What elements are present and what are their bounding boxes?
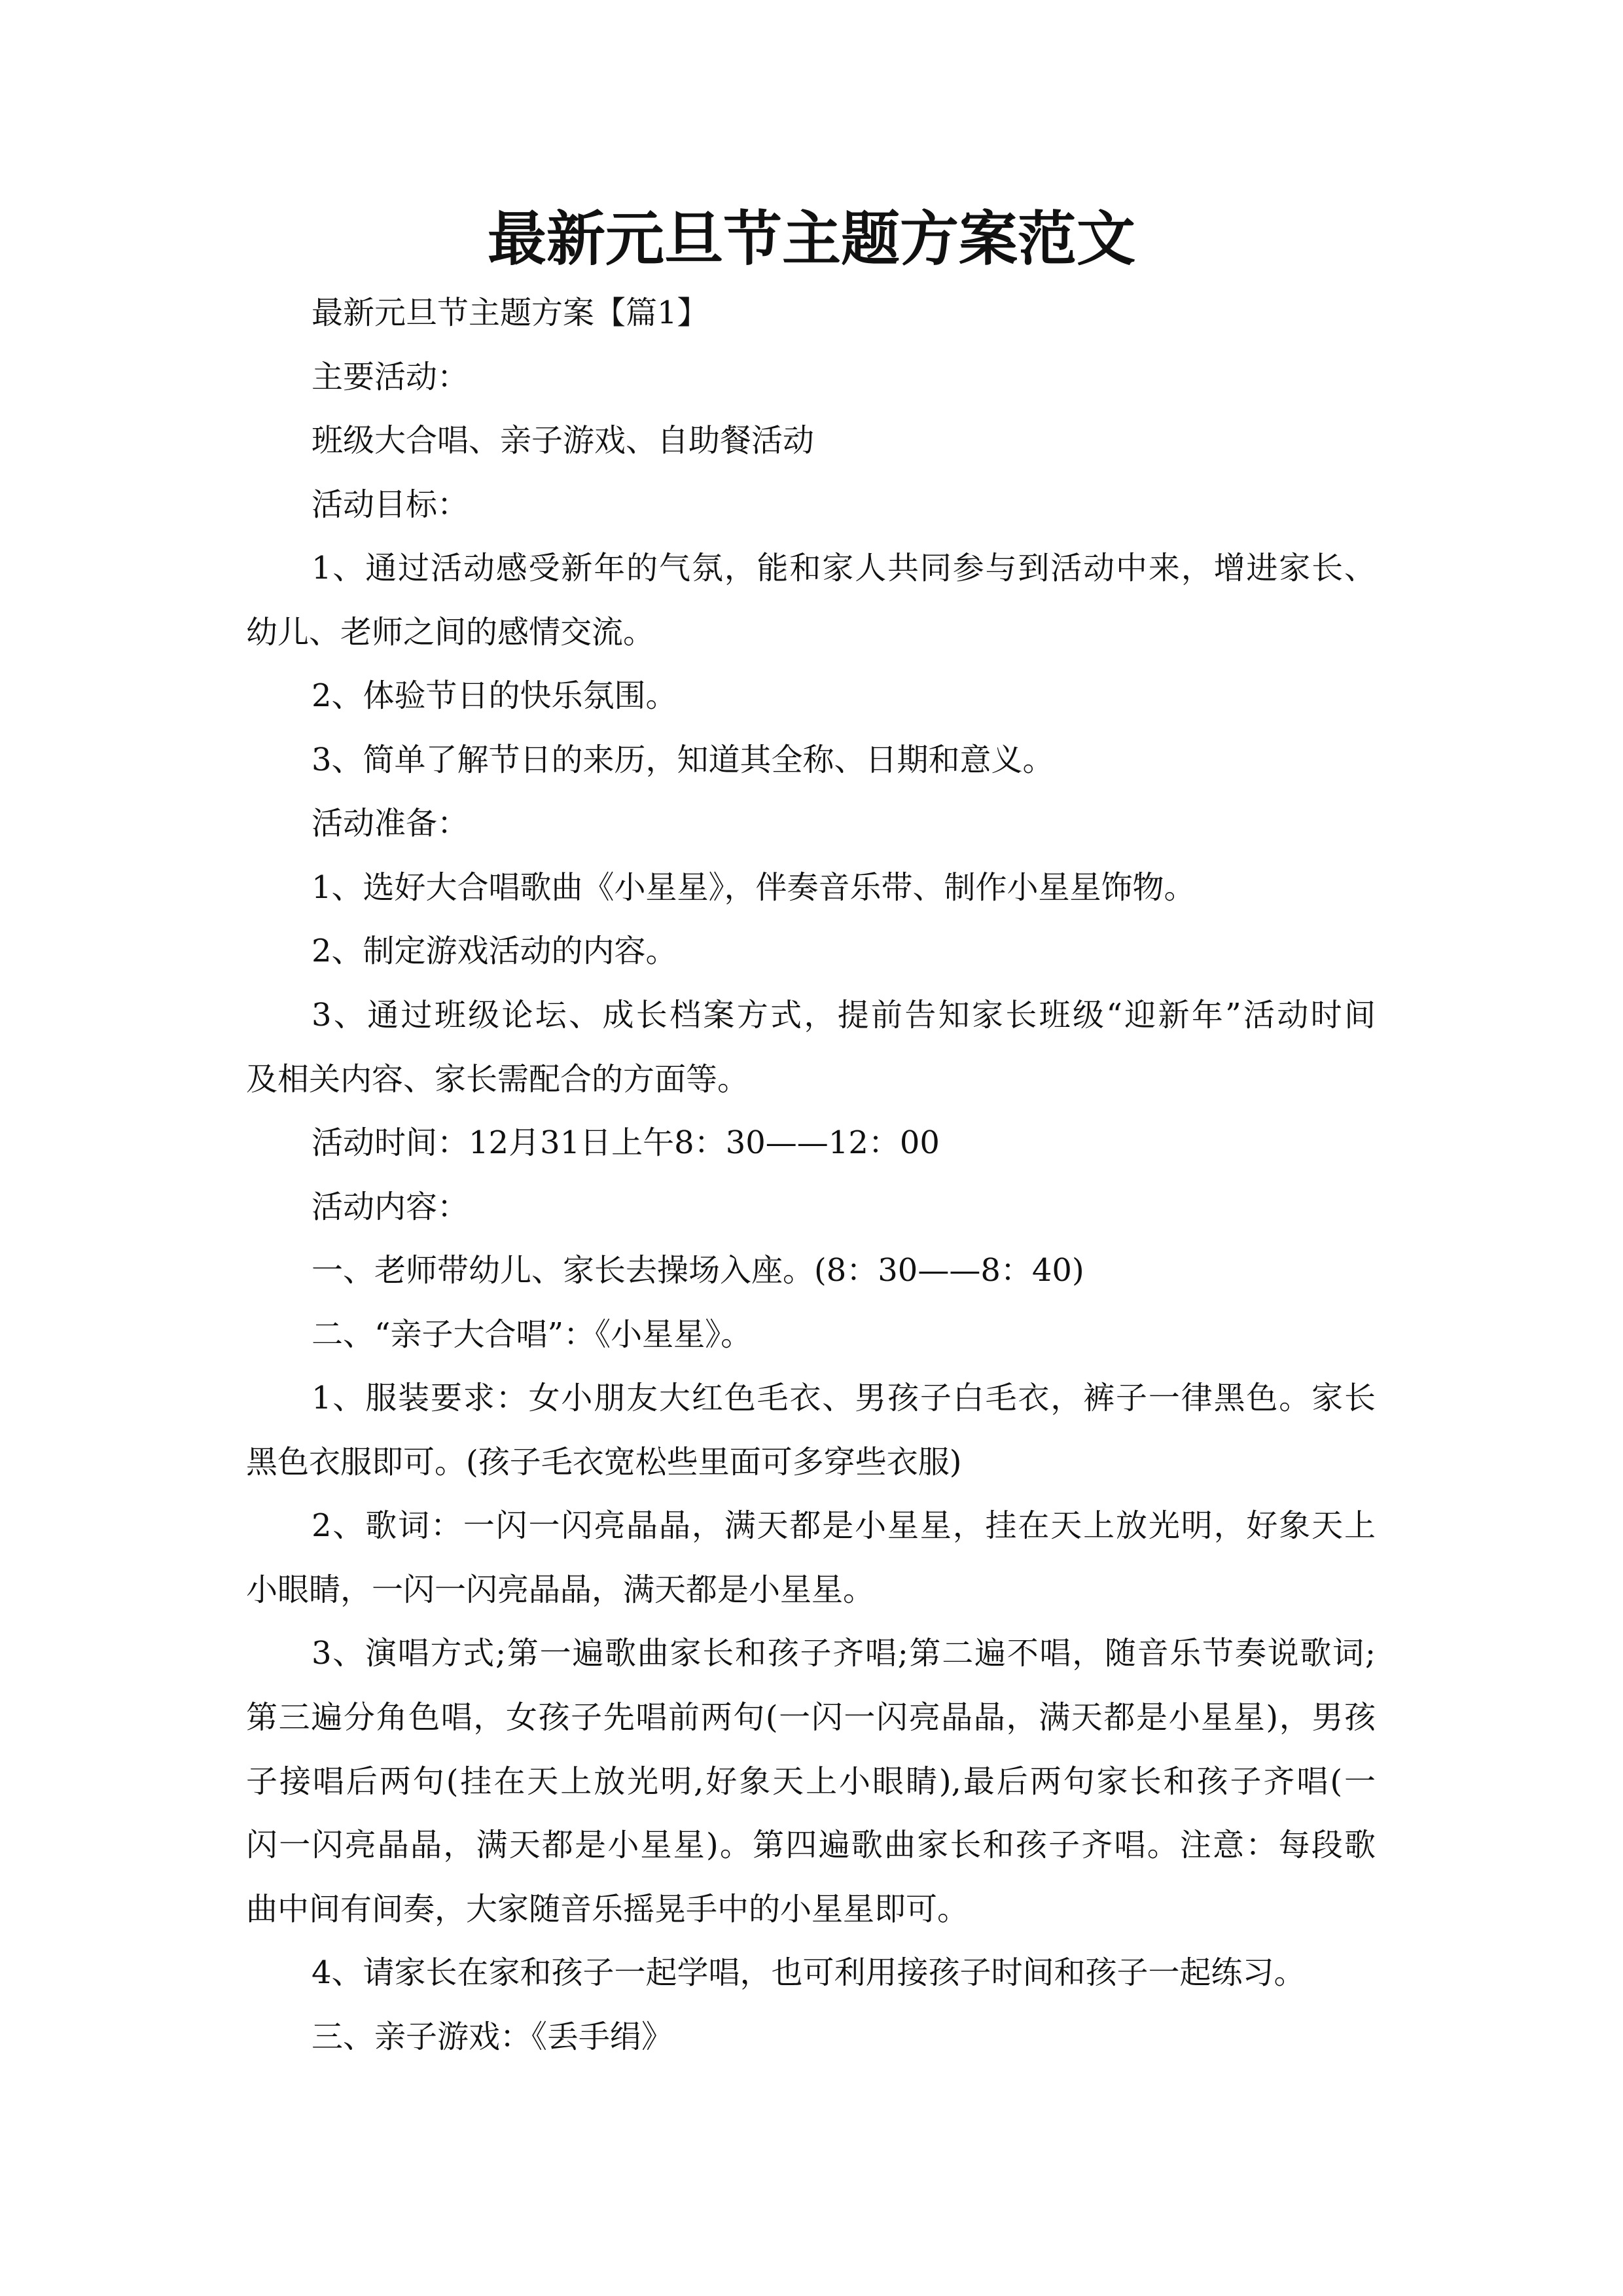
document-body [246,281,1376,2069]
text-line: 1、服装要求：女小朋友大红色毛衣、男孩子白毛衣，裤子一律黑色。家长 [312,1380,1376,1417]
text-line: 班级大合唱、亲子游戏、自助餐活动 [312,422,815,459]
text-line: 幼儿、老师之间的感情交流。 [246,613,655,651]
text-line: 二、“亲子大合唱”：《小星星》。 [312,1316,753,1353]
text-line: 1、选好大合唱歌曲《小星星》，伴奏音乐带、制作小星星饰物。 [312,869,1196,906]
text-line: 活动目标： [312,486,469,523]
text-line: 2、歌词：一闪一闪亮晶晶，满天都是小星星，挂在天上放光明，好象天上 [312,1507,1376,1545]
text-line: 闪一闪亮晶晶，满天都是小星星)。第四遍歌曲家长和孩子齐唱。注意：每段歌 [246,1827,1376,1864]
text-line: 活动内容： [312,1188,469,1225]
text-line: 2、体验节日的快乐氛围。 [312,677,677,715]
text-line: 3、通过班级论坛、成长档案方式，提前告知家长班级“迎新年”活动时间 [312,997,1376,1034]
text-line: 2、制定游戏活动的内容。 [312,933,677,970]
text-line: 黑色衣服即可。(孩子毛衣宽松些里面可多穿些衣服) [246,1443,962,1480]
text-line: 活动时间：12月31日上午8：30——12：00 [312,1124,940,1162]
text-line: 曲中间有间奏，大家随音乐摇晃手中的小星星即可。 [246,1890,969,1928]
text-line: 4、请家长在家和孩子一起学唱，也可利用接孩子时间和孩子一起练习。 [312,1954,1306,1992]
text-line: 最新元旦节主题方案【篇1】 [312,295,709,331]
text-line: 三、亲子游戏：《丢手绢》 [312,2018,673,2055]
text-line: 子接唱后两句(挂在天上放光明,好象天上小眼睛),最后两句家长和孩子齐唱(一 [246,1763,1376,1800]
text-line: 第三遍分角色唱，女孩子先唱前两句(一闪一闪亮晶晶，满天都是小星星)，男孩 [246,1699,1376,1736]
text-line: 活动准备： [312,805,469,842]
text-line: 小眼睛，一闪一闪亮晶晶，满天都是小星星。 [246,1571,875,1608]
text-line: 一、老师带幼儿、家长去操场入座。(8：30——8：40) [312,1252,1084,1289]
document-title: 最新元旦节主题方案范文 [488,204,1135,274]
text-line: 1、通过活动感受新年的气氛，能和家人共同参与到活动中来，增进家长、 [312,550,1376,587]
text-line: 及相关内容、家长需配合的方面等。 [246,1060,749,1098]
text-line: 主要活动： [312,358,469,395]
text-line: 3、演唱方式;第一遍歌曲家长和孩子齐唱;第二遍不唱，随音乐节奏说歌词; [312,1635,1376,1672]
text-line: 3、简单了解节日的来历，知道其全称、日期和意义。 [312,741,1054,778]
